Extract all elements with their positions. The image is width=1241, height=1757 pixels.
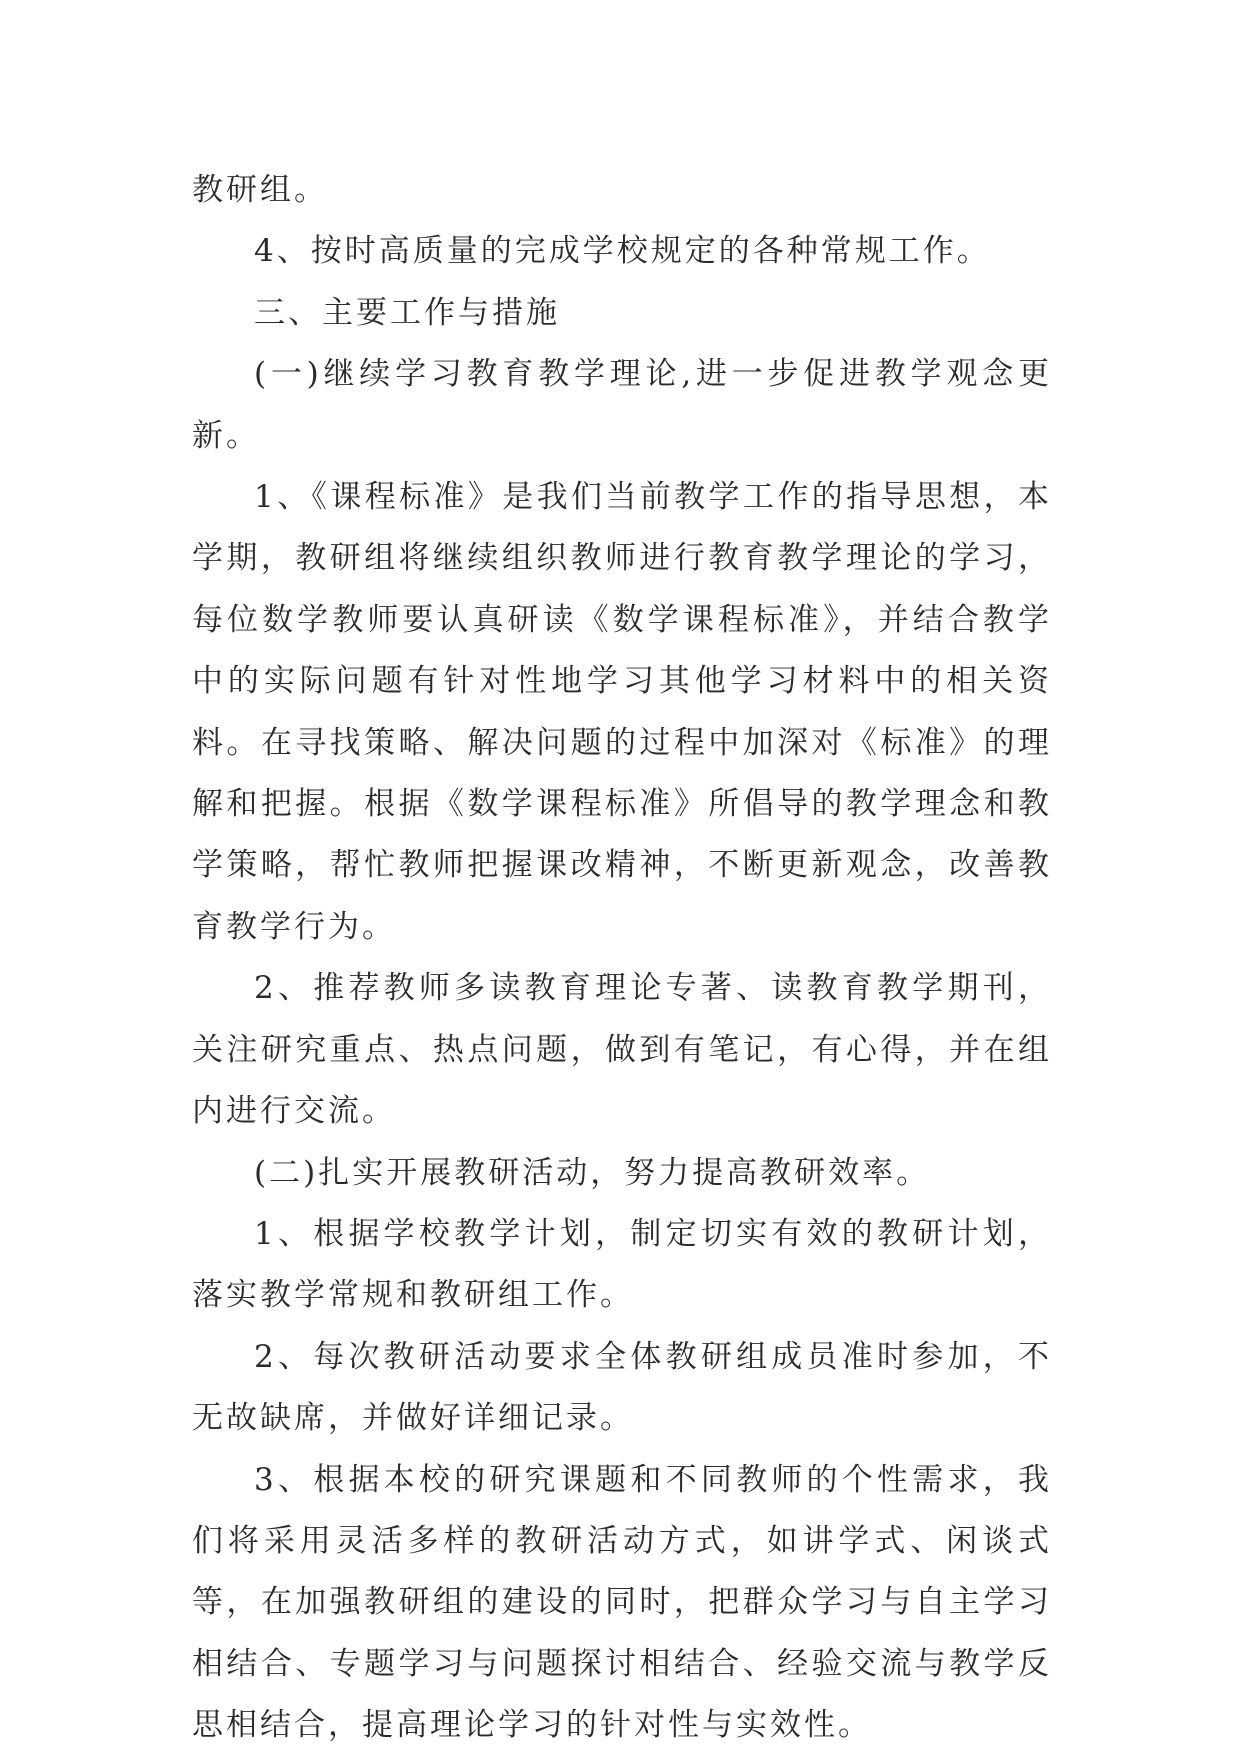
document-body [192, 160, 1052, 1757]
subsection-heading-1: (一)继续学习教育教学理论,进一步促进教学观念更新。 [192, 356, 1052, 454]
paragraph-continuation: 教研组。 [192, 172, 328, 208]
paragraph-item-1b: 1、根据学校教学计划，制定切实有效的教研计划，落实教学常规和教研组工作。 [192, 1215, 1052, 1314]
paragraph-item-2: 2、推荐教师多读教育理论专著、读教育教学期刊，关注研究重点、热点问题，做到有笔记，有心得，并在组内进行交流。 [192, 970, 1052, 1130]
paragraph-item-2b: 2、每次教研活动要求全体教研组成员准时参加，不无故缺席，并做好详细记录。 [192, 1338, 1052, 1437]
paragraph-item-3b: 3、根据本校的研究课题和不同教师的个性需求，我们将采用灵活多样的教研活动方式，如讲学式、闲谈式等，在加强教研组的建设的同时，把群众学习与自主学习相结合、专题学习与问题探讨相结合、经验交流与教学反思相结合，提高理论学习的针对性与实效性。 [192, 1461, 1052, 1744]
section-heading-3: 三、主要工作与措施 [254, 294, 560, 331]
paragraph-item-4: 4、按时高质量的完成学校规定的各种常规工作。 [254, 233, 991, 270]
paragraph-item-1: 1、《课程标准》是我们当前教学工作的指导思想，本学期，教研组将继续组织教师进行教育教学理论的学习，每位数学教师要认真研读《数学课程标准》，并结合教学中的实际问题有针对性地学习其他学习材料中的相关资料。在寻找策略、解决问题的过程中加深对《标准》的理解和把握。根据《数学课程标准》所倡导的教学理念和教学策略，帮忙教师把握课改精神，不断更新观念，改善教育教学行为。 [192, 479, 1052, 945]
subsection-heading-2: (二)扎实开展教研活动，努力提高教研效率。 [254, 1154, 931, 1191]
